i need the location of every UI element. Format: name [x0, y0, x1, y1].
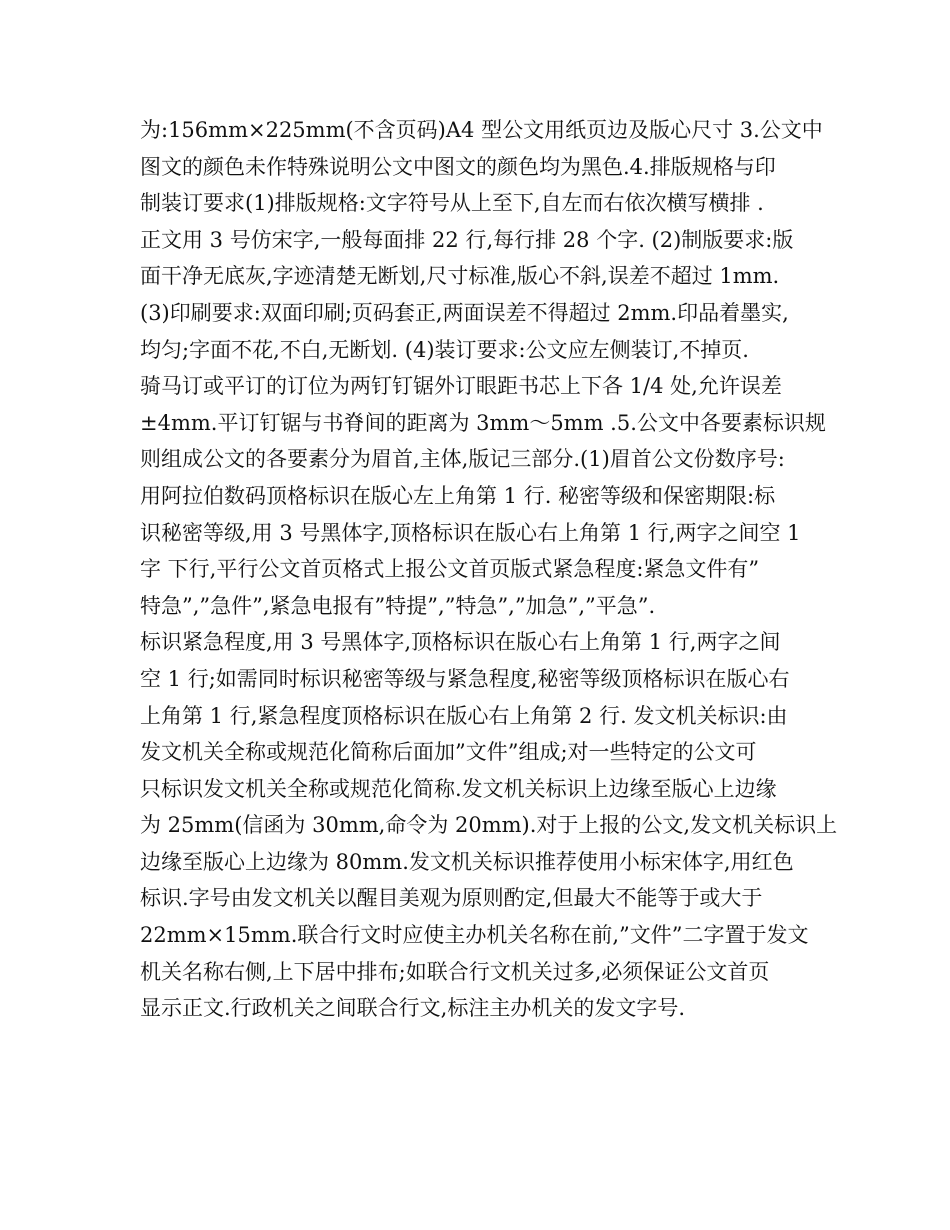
- text-line: 机关名称右侧,上下居中排布;如联合行文机关过多,必须保证公文首页: [140, 959, 770, 984]
- text-line: ±4mm.平订钉锯与书脊间的距离为 3mm～5mm .5.公文中各要素标识规: [140, 410, 826, 435]
- text-line: 均匀;字面不花,不白,无断划. (4)装订要求:公文应左侧装订,不掉页.: [140, 337, 749, 362]
- text-line: 正文用 3 号仿宋字,一般每面排 22 行,每行排 28 个字. (2)制版要求:版: [140, 227, 794, 252]
- text-line: 为 25mm(信函为 30mm,命令为 20mm).对于上报的公文,发文机关标识上: [140, 813, 838, 838]
- text-line: 显示正文.行政机关之间联合行文,标注主办机关的发文字号.: [140, 996, 686, 1021]
- text-line: 边缘至版心上边缘为 80mm.发文机关标识推荐使用小标宋体字,用红色: [140, 849, 794, 874]
- text-line: (3)印刷要求:双面印刷;页码套正,两面误差不得超过 2mm.印品着墨实,: [140, 300, 789, 325]
- text-line: 制装订要求(1)排版规格:文字符号从上至下,自左而右依次横写横排 .: [140, 191, 764, 216]
- text-line: 骑马订或平订的订位为两钉钉锯外订眼距书芯上下各 1/4 处,允许误差: [140, 374, 782, 399]
- text-line: 只标识发文机关全称或规范化简称.发文机关标识上边缘至版心上边缘: [140, 776, 777, 801]
- text-line: 标识.字号由发文机关以醒目美观为原则酌定,但最大不能等于或大于: [140, 886, 763, 911]
- text-line: 字 下行,平行公文首页格式上报公文首页版式紧急程度:紧急文件有”: [140, 557, 760, 582]
- text-line: 用阿拉伯数码顶格标识在版心左上角第 1 行. 秘密等级和保密期限:标: [140, 483, 776, 508]
- text-line: 图文的颜色未作特殊说明公文中图文的颜色均为黑色.4.排版规格与印: [140, 154, 776, 179]
- text-line: 特急”,”急件”,紧急电报有”特提”,”特急”,”加急”,”平急”.: [140, 593, 656, 618]
- text-line: 面干净无底灰,字迹清楚无断划,尺寸标准,版心不斜,误差不超过 1mm.: [140, 264, 780, 289]
- text-line: 标识紧急程度,用 3 号黑体字,顶格标识在版心右上角第 1 行,两字之间: [140, 630, 781, 655]
- document-body: [140, 112, 838, 1027]
- text-line: 识秘密等级,用 3 号黑体字,顶格标识在版心右上角第 1 行,两字之间空 1: [140, 520, 801, 545]
- text-line: 发文机关全称或规范化简称后面加”文件”组成;对一些特定的公文可: [140, 740, 757, 765]
- text-line: 22mm×15mm.联合行文时应使主办机关名称在前,”文件”二字置于发文: [140, 923, 809, 948]
- text-line: 为:156mm×225mm(不含页码)A4 型公文用纸页边及版心尺寸 3.公文中: [140, 118, 823, 142]
- text-line: 上角第 1 行,紧急程度顶格标识在版心右上角第 2 行. 发文机关标识:由: [140, 703, 788, 728]
- text-line: 则组成公文的各要素分为眉首,主体,版记三部分.(1)眉首公文份数序号:: [140, 447, 785, 472]
- text-line: 空 1 行;如需同时标识秘密等级与紧急程度,秘密等级顶格标识在版心右: [140, 666, 790, 691]
